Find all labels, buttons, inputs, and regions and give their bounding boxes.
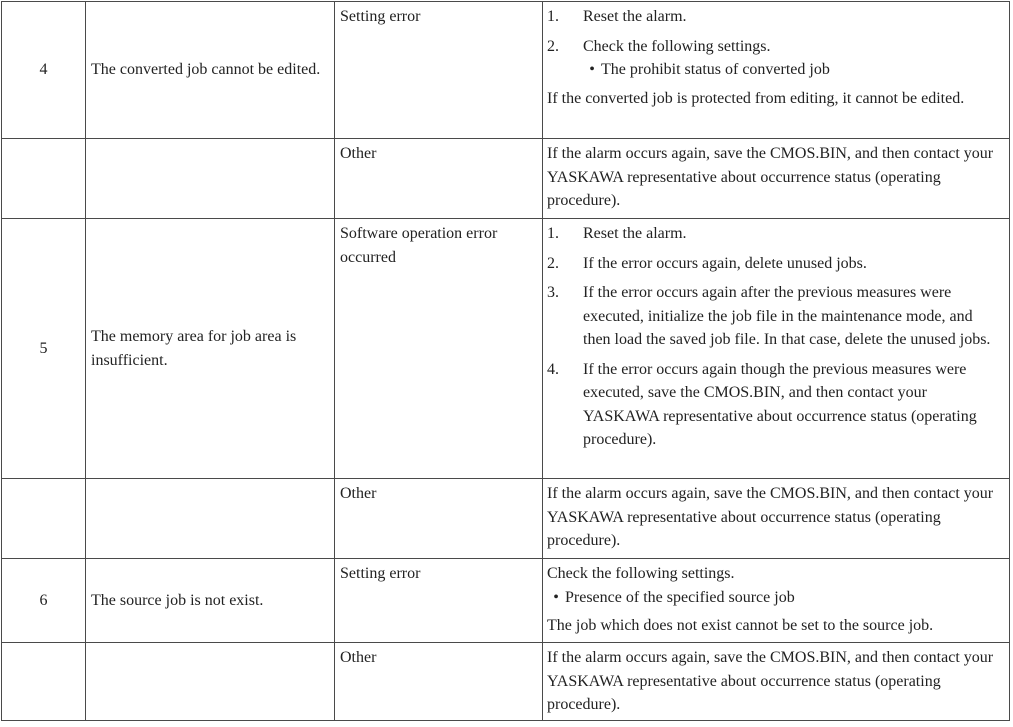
row-description [86, 479, 335, 559]
bullet-text: The prohibit status of converted job [601, 61, 830, 78]
remedy-steps [547, 222, 1001, 452]
row-cause: Other [335, 139, 543, 219]
step-text: Check the following settings. [583, 37, 771, 55]
row-cause: Setting error [335, 2, 543, 139]
alarm-remedy-table [1, 1, 1010, 721]
row-number: 5 [2, 219, 86, 479]
row-number: 6 [2, 559, 86, 643]
step-text: If the error occurs again though the previous measures were executed, save the CMOS.BIN, and then contact your YASKAWA representative about occurrence status (operating procedure). [583, 360, 977, 448]
remedy-step [547, 222, 1001, 246]
row-description: The converted job cannot be edited. [86, 2, 335, 139]
table-row [2, 139, 1010, 219]
row-remedy [543, 559, 1010, 643]
row-remedy: If the alarm occurs again, save the CMOS.BIN, and then contact your YASKAWA representative about occurrence status (operating procedure). [543, 479, 1010, 559]
table-row [2, 479, 1010, 559]
step-number: 1. [547, 8, 559, 25]
bullet-item [547, 58, 1001, 82]
remedy-step [547, 358, 1001, 452]
step-number: 4. [547, 360, 559, 378]
bullet-icon: • [553, 588, 559, 606]
remedy-step [547, 252, 1001, 276]
row-number [2, 643, 86, 721]
bullet-icon: • [589, 61, 595, 78]
row-remedy [543, 219, 1010, 479]
step-number: 1. [547, 225, 559, 242]
bullet-item [547, 586, 1001, 610]
table-row [2, 643, 1010, 721]
bullet-text: Presence of the specified source job [565, 588, 795, 606]
step-text: If the error occurs again, delete unused jobs. [583, 254, 867, 272]
row-description: The source job is not exist. [86, 559, 335, 643]
step-text: If the error occurs again after the previous measures were executed, initialize the job file in the maintenance mode, and then load the saved job file. In that case, delete the unused jobs. [583, 284, 991, 348]
row-description: The memory area for job area is insufficient. [86, 219, 335, 479]
remedy-note: If the converted job is protected from editing, it cannot be edited. [547, 89, 965, 107]
table-row [2, 219, 1010, 479]
row-remedy: If the alarm occurs again, save the CMOS.BIN, and then contact your YASKAWA representative about occurrence status (operating procedure). [543, 643, 1010, 721]
row-remedy: If the alarm occurs again, save the CMOS.BIN, and then contact your YASKAWA representative about occurrence status (operating procedure). [543, 139, 1010, 219]
remedy-step [547, 35, 1001, 59]
row-number [2, 139, 86, 219]
row-description [86, 643, 335, 721]
remedy-note: The job which does not exist cannot be set to the source job. [547, 617, 934, 634]
table-row [2, 2, 1010, 139]
table-row [2, 559, 1010, 643]
row-number: 4 [2, 2, 86, 139]
step-number: 2. [547, 37, 559, 55]
row-cause: Setting error [335, 559, 543, 643]
remedy-steps [547, 5, 1001, 58]
step-text: Reset the alarm. [583, 225, 687, 242]
row-remedy [543, 2, 1010, 139]
row-cause: Software operation error occurred [335, 219, 543, 479]
row-cause: Other [335, 643, 543, 721]
remedy-step [547, 281, 1001, 352]
step-number: 2. [547, 254, 559, 272]
row-number [2, 479, 86, 559]
remedy-intro: Check the following settings. [547, 565, 735, 582]
step-text: Reset the alarm. [583, 8, 687, 25]
row-cause: Other [335, 479, 543, 559]
step-number: 3. [547, 284, 559, 301]
row-description [86, 139, 335, 219]
remedy-step [547, 5, 1001, 29]
